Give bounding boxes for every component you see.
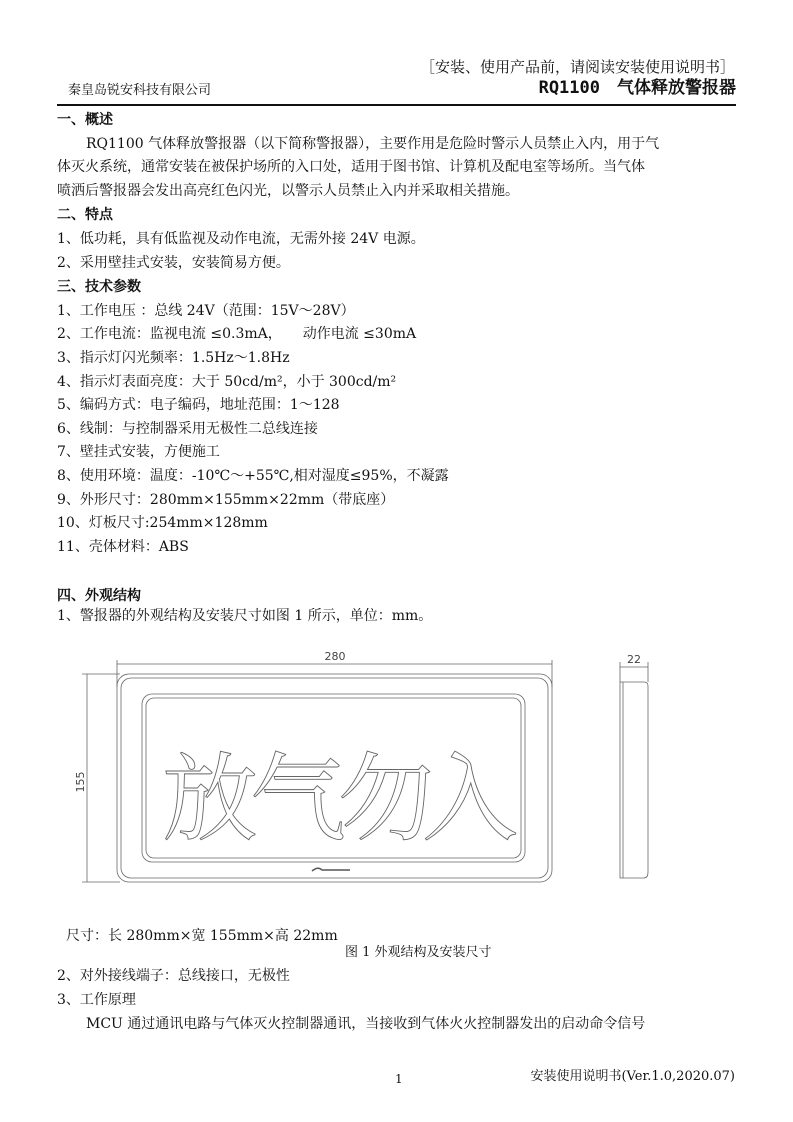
spec-item: 1、工作电压 ：总线 24V（范围：15V～28V） [57, 303, 355, 319]
spec-item: 2、工作电流：监视电流 ≤0.3mA， 动作电流 ≤30mA [57, 326, 417, 342]
document-title: RQ1100 气体释放警报器 [538, 78, 736, 98]
header-rule [57, 104, 736, 106]
figure-dimension-drawing [60, 632, 680, 922]
spec-item: 7、壁挂式安装，方便施工 [57, 444, 220, 460]
spec-item: 9、外形尺寸：280mm×155mm×22mm（带底座） [57, 492, 395, 508]
spec-item: 4、指示灯表面亮度：大于 50cd/m²，小于 300cd/m² [57, 374, 397, 390]
company-name: 秦皇岛锐安科技有限公司 [68, 83, 212, 98]
figure-caption: 图 1 外观结构及安装尺寸 [345, 945, 492, 960]
side-view-outline [620, 682, 648, 878]
figure-size-caption: 尺寸：长 280mm×宽 155mm×高 22mm [66, 928, 338, 944]
structure-item: 3、工作原理 [57, 992, 136, 1008]
section-heading-features: 二、特点 [57, 207, 113, 223]
principle-text: MCU 通过通讯电路与气体灭火控制器通讯，当接收到气体火火控制器发出的启动命令信号 [86, 1016, 646, 1032]
height-dimension-label: 155 [74, 771, 87, 793]
sign-char: 入 [422, 743, 518, 855]
overview-line: RQ1100 气体释放警报器（以下简称警报器），主要作用是危险时警示人员禁止入内，用于气 [86, 136, 660, 152]
feature-item: 1、低功耗，具有低监视及动作电流，无需外接 24V 电源。 [57, 231, 425, 247]
section-heading-specs: 三、技术参数 [57, 279, 141, 295]
sign-char: 气 [250, 743, 346, 855]
spec-item: 5、编码方式：电子编码，地址范围：1～128 [57, 397, 340, 413]
structure-item: 2、对外接线端子：总线接口，无极性 [57, 968, 290, 984]
header-notice: ［安装、使用产品前，请阅读安装使用说明书］ [419, 58, 735, 76]
spec-item: 10、灯板尺寸:254mm×128mm [57, 515, 268, 531]
overview-line: 体灭火系统，通常安装在被保护场所的入口处，适用于图书馆、计算机及配电室等场所。当气体 [57, 159, 645, 175]
feature-item: 2、采用壁挂式安装，安装简易方便。 [57, 255, 290, 271]
depth-dimension-label: 22 [627, 653, 641, 666]
section-heading-overview: 一、概述 [57, 112, 113, 128]
section-heading-structure: 四、外观结构 [57, 588, 141, 604]
overview-line: 喷洒后警报器会发出高亮红色闪光，以警示人员禁止入内并采取相关措施。 [57, 183, 519, 199]
brand-logo-icon [312, 868, 350, 871]
width-dimension-label: 280 [324, 650, 346, 663]
structure-intro: 1、警报器的外观结构及安装尺寸如图 1 所示，单位：mm。 [57, 608, 433, 624]
spec-item: 3、指示灯闪光频率：1.5Hz～1.8Hz [57, 350, 290, 366]
footer-doc-version: 安装使用说明书(Ver.1.0,2020.07) [530, 1069, 735, 1084]
spec-item: 8、使用环境：温度：-10℃～+55℃,相对湿度≤95%，不凝露 [57, 468, 449, 484]
spec-item: 11、壳体材料：ABS [57, 539, 189, 555]
sign-char: 放 [162, 743, 258, 855]
page-number: 1 [395, 1072, 403, 1086]
sign-char: 勿 [338, 743, 434, 855]
spec-item: 6、线制：与控制器采用无极性二总线连接 [57, 421, 318, 437]
